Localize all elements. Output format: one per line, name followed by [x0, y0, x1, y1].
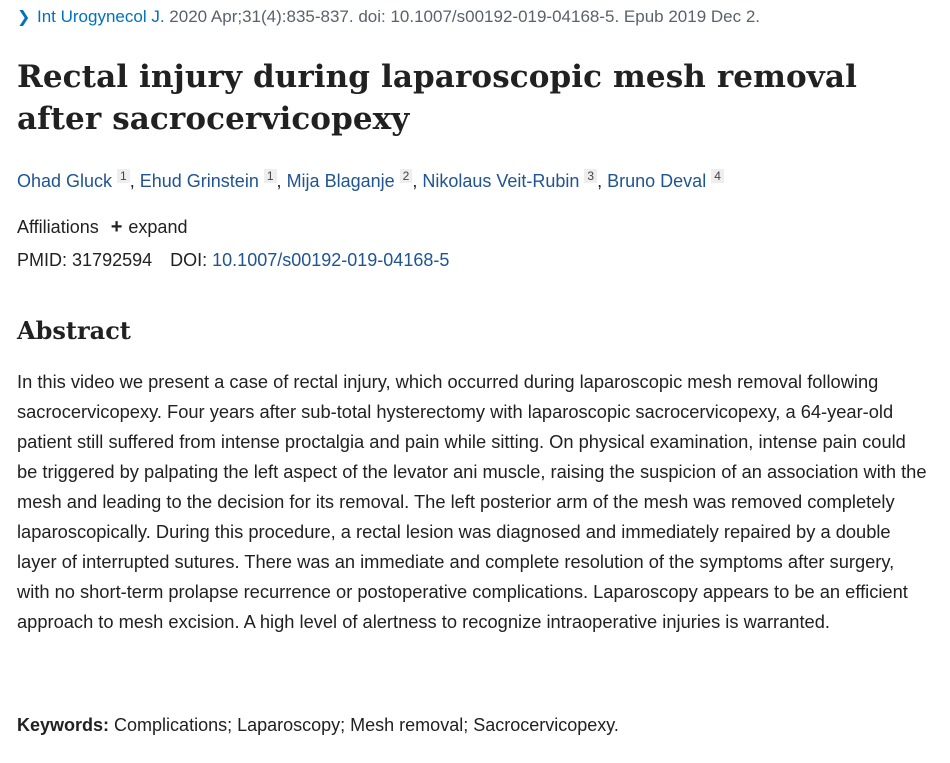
affiliations-row [17, 215, 187, 239]
author-separator: , [597, 171, 603, 191]
abstract-text: In this video we present a case of rectal injury, which occurred during laparoscopic mesh removal following sacrocervicopexy. Four years after sub-total hysterectomy with laparoscopic sacrocervicopexy, a 64-year-old patient still suffered from intense proctalgia and pain while sitting. On physical examination, intense pain could be triggered by palpating the left aspect of the levator ani muscle, raising the suspicion of an association with the mesh and leading to the decision for its removal. The left posterior arm of the mesh was removed completely laparoscopically. During this procedure, a rectal lesion was diagnosed and immediately repaired by a double layer of interrupted sutures. There was an immediate and complete resolution of the symptoms after surgery, with no short-term prolapse recurrence or postoperative complications. Laparoscopy appears to be an efficient approach to mesh excision. A high level of alertness to recognize intraoperative injuries is warranted. [17, 371, 927, 632]
author-link[interactable]: Bruno Deval [607, 171, 707, 191]
identifiers-row [17, 248, 449, 272]
author-separator: , [412, 171, 418, 191]
journal-link[interactable]: Int Urogynecol J. [37, 7, 165, 26]
author-link[interactable]: Nikolaus Veit-Rubin [422, 171, 580, 191]
affiliation-marker[interactable]: 3 [584, 169, 597, 183]
author-link[interactable]: Ehud Grinstein [139, 171, 259, 191]
abstract-heading: Abstract [17, 316, 131, 345]
author-separator: , [129, 171, 135, 191]
doi-label: DOI: [170, 250, 208, 270]
pmid-label: PMID: [17, 250, 68, 270]
affiliations-label: Affiliations [17, 217, 99, 237]
keywords-row [17, 712, 619, 738]
affiliation-marker[interactable]: 1 [264, 169, 277, 183]
author-link[interactable]: Ohad Gluck [17, 171, 113, 191]
citation-details: 2020 Apr;31(4):835-837. doi: 10.1007/s00192-019-04168-5. Epub 2019 Dec 2. [169, 7, 761, 26]
citation-line [17, 6, 760, 29]
affiliation-marker[interactable]: 2 [400, 169, 413, 183]
author-link[interactable]: Mija Blaganje [286, 171, 395, 191]
author-separator: , [276, 171, 282, 191]
keywords-value: Complications; Laparoscopy; Mesh removal; Sacrocervicopexy. [114, 715, 619, 735]
keywords-label: Keywords: [17, 715, 110, 735]
expand-label: expand [128, 217, 188, 237]
pmid-value: 31792594 [72, 250, 153, 270]
affiliation-marker[interactable]: 1 [117, 169, 130, 183]
affiliation-marker[interactable]: 4 [711, 169, 724, 183]
affiliations-expand-button[interactable] [111, 217, 188, 237]
article-title: Rectal injury during laparoscopic mesh removal after sacrocervicopexy [17, 59, 857, 137]
author-list [17, 169, 724, 193]
chevron-right-icon: ❯ [17, 9, 31, 26]
doi-link[interactable]: 10.1007/s00192-019-04168-5 [212, 250, 450, 270]
plus-icon: + [110, 216, 123, 238]
